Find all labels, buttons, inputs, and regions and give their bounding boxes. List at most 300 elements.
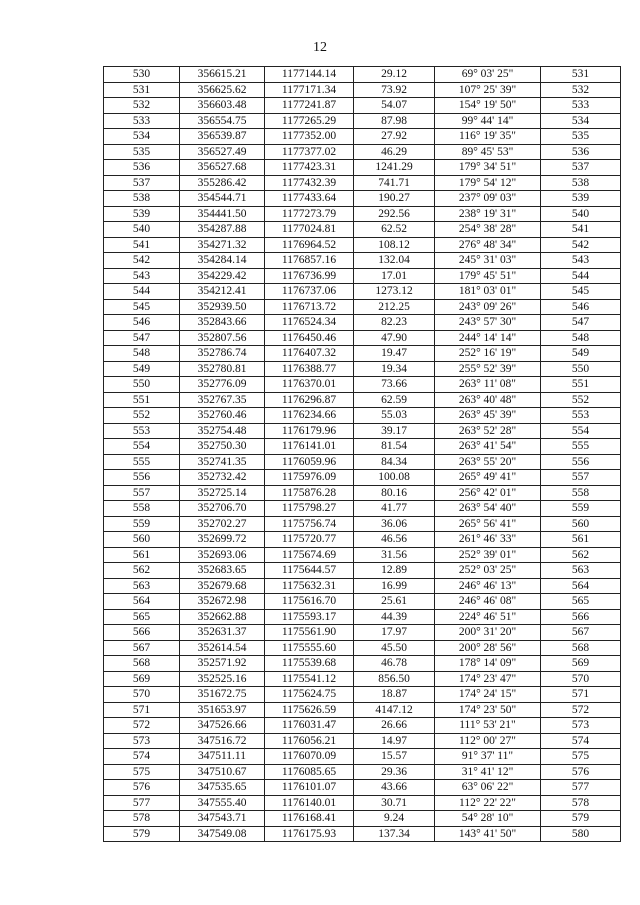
distance-cell: 62.52 bbox=[354, 222, 435, 238]
y-coordinate-cell: 1177433.64 bbox=[265, 191, 354, 207]
table-row bbox=[104, 206, 621, 222]
point-from-cell: 561 bbox=[104, 547, 180, 563]
table-row bbox=[104, 532, 621, 548]
y-coordinate-cell: 1176713.72 bbox=[265, 299, 354, 315]
distance-cell: 1241.29 bbox=[354, 160, 435, 176]
x-coordinate-cell: 352699.72 bbox=[180, 532, 265, 548]
table-row bbox=[104, 268, 621, 284]
direction-angle-cell: 54° 28' 10" bbox=[435, 811, 541, 827]
distance-cell: 17.01 bbox=[354, 268, 435, 284]
distance-cell: 84.34 bbox=[354, 454, 435, 470]
point-to-cell: 538 bbox=[541, 175, 621, 191]
distance-cell: 292.56 bbox=[354, 206, 435, 222]
x-coordinate-cell: 356554.75 bbox=[180, 113, 265, 129]
point-from-cell: 530 bbox=[104, 67, 180, 83]
table-row bbox=[104, 656, 621, 672]
table-row bbox=[104, 470, 621, 486]
y-coordinate-cell: 1175616.70 bbox=[265, 594, 354, 610]
y-coordinate-cell: 1176370.01 bbox=[265, 377, 354, 393]
x-coordinate-cell: 351653.97 bbox=[180, 702, 265, 718]
distance-cell: 15.57 bbox=[354, 749, 435, 765]
y-coordinate-cell: 1177423.31 bbox=[265, 160, 354, 176]
table-row bbox=[104, 439, 621, 455]
x-coordinate-cell: 352732.42 bbox=[180, 470, 265, 486]
point-from-cell: 547 bbox=[104, 330, 180, 346]
distance-cell: 1273.12 bbox=[354, 284, 435, 300]
point-from-cell: 566 bbox=[104, 625, 180, 641]
y-coordinate-cell: 1176031.47 bbox=[265, 718, 354, 734]
x-coordinate-cell: 352767.35 bbox=[180, 392, 265, 408]
point-to-cell: 543 bbox=[541, 253, 621, 269]
point-to-cell: 569 bbox=[541, 656, 621, 672]
direction-angle-cell: 174° 23' 47" bbox=[435, 671, 541, 687]
table-row bbox=[104, 594, 621, 610]
direction-angle-cell: 246° 46' 13" bbox=[435, 578, 541, 594]
y-coordinate-cell: 1175561.90 bbox=[265, 625, 354, 641]
x-coordinate-cell: 355286.42 bbox=[180, 175, 265, 191]
table-row bbox=[104, 795, 621, 811]
point-from-cell: 573 bbox=[104, 733, 180, 749]
table-row bbox=[104, 299, 621, 315]
distance-cell: 27.92 bbox=[354, 129, 435, 145]
distance-cell: 856.50 bbox=[354, 671, 435, 687]
y-coordinate-cell: 1175539.68 bbox=[265, 656, 354, 672]
point-to-cell: 574 bbox=[541, 733, 621, 749]
point-from-cell: 540 bbox=[104, 222, 180, 238]
point-to-cell: 576 bbox=[541, 764, 621, 780]
x-coordinate-cell: 352571.92 bbox=[180, 656, 265, 672]
table-row bbox=[104, 547, 621, 563]
point-from-cell: 543 bbox=[104, 268, 180, 284]
x-coordinate-cell: 347526.66 bbox=[180, 718, 265, 734]
table-row bbox=[104, 687, 621, 703]
table-row bbox=[104, 423, 621, 439]
y-coordinate-cell: 1175720.77 bbox=[265, 532, 354, 548]
distance-cell: 212.25 bbox=[354, 299, 435, 315]
point-to-cell: 545 bbox=[541, 284, 621, 300]
direction-angle-cell: 238° 19' 31" bbox=[435, 206, 541, 222]
y-coordinate-cell: 1175593.17 bbox=[265, 609, 354, 625]
distance-cell: 108.12 bbox=[354, 237, 435, 253]
point-from-cell: 577 bbox=[104, 795, 180, 811]
y-coordinate-cell: 1175644.57 bbox=[265, 563, 354, 579]
table-row bbox=[104, 222, 621, 238]
direction-angle-cell: 263° 45' 39" bbox=[435, 408, 541, 424]
point-from-cell: 545 bbox=[104, 299, 180, 315]
point-to-cell: 567 bbox=[541, 625, 621, 641]
y-coordinate-cell: 1176059.96 bbox=[265, 454, 354, 470]
y-coordinate-cell: 1175626.59 bbox=[265, 702, 354, 718]
point-from-cell: 549 bbox=[104, 361, 180, 377]
direction-angle-cell: 265° 56' 41" bbox=[435, 516, 541, 532]
direction-angle-cell: 174° 23' 50" bbox=[435, 702, 541, 718]
direction-angle-cell: 256° 42' 01" bbox=[435, 485, 541, 501]
direction-angle-cell: 99° 44' 14" bbox=[435, 113, 541, 129]
direction-angle-cell: 261° 46' 33" bbox=[435, 532, 541, 548]
table-row bbox=[104, 144, 621, 160]
point-from-cell: 574 bbox=[104, 749, 180, 765]
direction-angle-cell: 200° 31' 20" bbox=[435, 625, 541, 641]
x-coordinate-cell: 352807.56 bbox=[180, 330, 265, 346]
point-from-cell: 567 bbox=[104, 640, 180, 656]
table-row bbox=[104, 377, 621, 393]
point-to-cell: 547 bbox=[541, 315, 621, 331]
distance-cell: 73.66 bbox=[354, 377, 435, 393]
point-to-cell: 542 bbox=[541, 237, 621, 253]
point-from-cell: 555 bbox=[104, 454, 180, 470]
table-row bbox=[104, 346, 621, 362]
direction-angle-cell: 69° 03' 25" bbox=[435, 67, 541, 83]
point-to-cell: 580 bbox=[541, 826, 621, 842]
point-from-cell: 544 bbox=[104, 284, 180, 300]
point-from-cell: 571 bbox=[104, 702, 180, 718]
point-to-cell: 536 bbox=[541, 144, 621, 160]
point-to-cell: 557 bbox=[541, 470, 621, 486]
distance-cell: 87.98 bbox=[354, 113, 435, 129]
distance-cell: 46.56 bbox=[354, 532, 435, 548]
y-coordinate-cell: 1175541.12 bbox=[265, 671, 354, 687]
distance-cell: 16.99 bbox=[354, 578, 435, 594]
table-row bbox=[104, 113, 621, 129]
point-from-cell: 570 bbox=[104, 687, 180, 703]
point-from-cell: 537 bbox=[104, 175, 180, 191]
table-row bbox=[104, 764, 621, 780]
x-coordinate-cell: 347510.67 bbox=[180, 764, 265, 780]
point-from-cell: 541 bbox=[104, 237, 180, 253]
point-from-cell: 550 bbox=[104, 377, 180, 393]
direction-angle-cell: 252° 03' 25" bbox=[435, 563, 541, 579]
y-coordinate-cell: 1175876.28 bbox=[265, 485, 354, 501]
table-row bbox=[104, 392, 621, 408]
point-to-cell: 535 bbox=[541, 129, 621, 145]
direction-angle-cell: 200° 28' 56" bbox=[435, 640, 541, 656]
direction-angle-cell: 179° 45' 51" bbox=[435, 268, 541, 284]
point-from-cell: 556 bbox=[104, 470, 180, 486]
point-to-cell: 568 bbox=[541, 640, 621, 656]
distance-cell: 30.71 bbox=[354, 795, 435, 811]
direction-angle-cell: 63° 06' 22" bbox=[435, 780, 541, 796]
point-from-cell: 558 bbox=[104, 501, 180, 517]
direction-angle-cell: 107° 25' 39" bbox=[435, 82, 541, 98]
direction-angle-cell: 178° 14' 09" bbox=[435, 656, 541, 672]
direction-angle-cell: 179° 34' 51" bbox=[435, 160, 541, 176]
y-coordinate-cell: 1177273.79 bbox=[265, 206, 354, 222]
coordinates-table-body bbox=[104, 67, 621, 842]
y-coordinate-cell: 1175976.09 bbox=[265, 470, 354, 486]
point-to-cell: 558 bbox=[541, 485, 621, 501]
y-coordinate-cell: 1177024.81 bbox=[265, 222, 354, 238]
x-coordinate-cell: 356527.49 bbox=[180, 144, 265, 160]
point-from-cell: 532 bbox=[104, 98, 180, 114]
y-coordinate-cell: 1175674.69 bbox=[265, 547, 354, 563]
x-coordinate-cell: 356625.62 bbox=[180, 82, 265, 98]
y-coordinate-cell: 1176085.65 bbox=[265, 764, 354, 780]
direction-angle-cell: 237° 09' 03" bbox=[435, 191, 541, 207]
y-coordinate-cell: 1176140.01 bbox=[265, 795, 354, 811]
x-coordinate-cell: 352679.68 bbox=[180, 578, 265, 594]
point-from-cell: 575 bbox=[104, 764, 180, 780]
point-to-cell: 552 bbox=[541, 392, 621, 408]
point-from-cell: 572 bbox=[104, 718, 180, 734]
x-coordinate-cell: 347555.40 bbox=[180, 795, 265, 811]
point-to-cell: 565 bbox=[541, 594, 621, 610]
direction-angle-cell: 112° 22' 22" bbox=[435, 795, 541, 811]
table-row bbox=[104, 253, 621, 269]
distance-cell: 62.59 bbox=[354, 392, 435, 408]
distance-cell: 45.50 bbox=[354, 640, 435, 656]
direction-angle-cell: 246° 46' 08" bbox=[435, 594, 541, 610]
distance-cell: 31.56 bbox=[354, 547, 435, 563]
direction-angle-cell: 252° 39' 01" bbox=[435, 547, 541, 563]
x-coordinate-cell: 354284.14 bbox=[180, 253, 265, 269]
point-to-cell: 531 bbox=[541, 67, 621, 83]
distance-cell: 46.78 bbox=[354, 656, 435, 672]
point-to-cell: 546 bbox=[541, 299, 621, 315]
table-row bbox=[104, 640, 621, 656]
page-number: 12 bbox=[313, 40, 327, 55]
point-from-cell: 578 bbox=[104, 811, 180, 827]
point-to-cell: 572 bbox=[541, 702, 621, 718]
x-coordinate-cell: 352683.65 bbox=[180, 563, 265, 579]
point-from-cell: 565 bbox=[104, 609, 180, 625]
table-row bbox=[104, 780, 621, 796]
x-coordinate-cell: 352525.16 bbox=[180, 671, 265, 687]
y-coordinate-cell: 1176964.52 bbox=[265, 237, 354, 253]
y-coordinate-cell: 1177377.02 bbox=[265, 144, 354, 160]
point-to-cell: 550 bbox=[541, 361, 621, 377]
x-coordinate-cell: 347516.72 bbox=[180, 733, 265, 749]
point-to-cell: 559 bbox=[541, 501, 621, 517]
x-coordinate-cell: 352843.66 bbox=[180, 315, 265, 331]
distance-cell: 73.92 bbox=[354, 82, 435, 98]
point-from-cell: 533 bbox=[104, 113, 180, 129]
x-coordinate-cell: 356615.21 bbox=[180, 67, 265, 83]
point-from-cell: 546 bbox=[104, 315, 180, 331]
y-coordinate-cell: 1175624.75 bbox=[265, 687, 354, 703]
y-coordinate-cell: 1177265.29 bbox=[265, 113, 354, 129]
distance-cell: 17.97 bbox=[354, 625, 435, 641]
direction-angle-cell: 179° 54' 12" bbox=[435, 175, 541, 191]
point-to-cell: 556 bbox=[541, 454, 621, 470]
direction-angle-cell: 245° 31' 03" bbox=[435, 253, 541, 269]
table-row bbox=[104, 671, 621, 687]
table-row bbox=[104, 160, 621, 176]
x-coordinate-cell: 352614.54 bbox=[180, 640, 265, 656]
table-row bbox=[104, 578, 621, 594]
x-coordinate-cell: 352780.81 bbox=[180, 361, 265, 377]
y-coordinate-cell: 1177432.39 bbox=[265, 175, 354, 191]
table-row bbox=[104, 702, 621, 718]
x-coordinate-cell: 352662.88 bbox=[180, 609, 265, 625]
point-from-cell: 536 bbox=[104, 160, 180, 176]
table-row bbox=[104, 811, 621, 827]
y-coordinate-cell: 1176168.41 bbox=[265, 811, 354, 827]
distance-cell: 132.04 bbox=[354, 253, 435, 269]
point-to-cell: 573 bbox=[541, 718, 621, 734]
direction-angle-cell: 263° 54' 40" bbox=[435, 501, 541, 517]
point-from-cell: 534 bbox=[104, 129, 180, 145]
point-to-cell: 575 bbox=[541, 749, 621, 765]
point-to-cell: 560 bbox=[541, 516, 621, 532]
x-coordinate-cell: 347535.65 bbox=[180, 780, 265, 796]
direction-angle-cell: 174° 24' 15" bbox=[435, 687, 541, 703]
distance-cell: 39.17 bbox=[354, 423, 435, 439]
table-row bbox=[104, 454, 621, 470]
distance-cell: 19.47 bbox=[354, 346, 435, 362]
y-coordinate-cell: 1176179.96 bbox=[265, 423, 354, 439]
x-coordinate-cell: 347511.11 bbox=[180, 749, 265, 765]
point-from-cell: 579 bbox=[104, 826, 180, 842]
table-row bbox=[104, 191, 621, 207]
point-from-cell: 539 bbox=[104, 206, 180, 222]
point-to-cell: 539 bbox=[541, 191, 621, 207]
point-to-cell: 555 bbox=[541, 439, 621, 455]
distance-cell: 29.12 bbox=[354, 67, 435, 83]
distance-cell: 36.06 bbox=[354, 516, 435, 532]
y-coordinate-cell: 1176524.34 bbox=[265, 315, 354, 331]
x-coordinate-cell: 352725.14 bbox=[180, 485, 265, 501]
direction-angle-cell: 263° 55' 20" bbox=[435, 454, 541, 470]
point-to-cell: 544 bbox=[541, 268, 621, 284]
point-from-cell: 551 bbox=[104, 392, 180, 408]
distance-cell: 12.89 bbox=[354, 563, 435, 579]
y-coordinate-cell: 1175632.31 bbox=[265, 578, 354, 594]
point-from-cell: 548 bbox=[104, 346, 180, 362]
point-from-cell: 554 bbox=[104, 439, 180, 455]
direction-angle-cell: 143° 41' 50" bbox=[435, 826, 541, 842]
table-row bbox=[104, 175, 621, 191]
x-coordinate-cell: 354229.42 bbox=[180, 268, 265, 284]
point-from-cell: 562 bbox=[104, 563, 180, 579]
point-to-cell: 571 bbox=[541, 687, 621, 703]
point-to-cell: 554 bbox=[541, 423, 621, 439]
direction-angle-cell: 276° 48' 34" bbox=[435, 237, 541, 253]
direction-angle-cell: 116° 19' 35" bbox=[435, 129, 541, 145]
direction-angle-cell: 111° 53' 21" bbox=[435, 718, 541, 734]
point-from-cell: 569 bbox=[104, 671, 180, 687]
point-from-cell: 563 bbox=[104, 578, 180, 594]
x-coordinate-cell: 352741.35 bbox=[180, 454, 265, 470]
distance-cell: 190.27 bbox=[354, 191, 435, 207]
distance-cell: 14.97 bbox=[354, 733, 435, 749]
direction-angle-cell: 252° 16' 19" bbox=[435, 346, 541, 362]
point-from-cell: 568 bbox=[104, 656, 180, 672]
direction-angle-cell: 255° 52' 39" bbox=[435, 361, 541, 377]
y-coordinate-cell: 1176070.09 bbox=[265, 749, 354, 765]
point-to-cell: 541 bbox=[541, 222, 621, 238]
y-coordinate-cell: 1177171.34 bbox=[265, 82, 354, 98]
distance-cell: 137.34 bbox=[354, 826, 435, 842]
table-row bbox=[104, 129, 621, 145]
table-row bbox=[104, 98, 621, 114]
direction-angle-cell: 89° 45' 53" bbox=[435, 144, 541, 160]
table-row bbox=[104, 563, 621, 579]
y-coordinate-cell: 1177144.14 bbox=[265, 67, 354, 83]
point-to-cell: 548 bbox=[541, 330, 621, 346]
point-to-cell: 570 bbox=[541, 671, 621, 687]
y-coordinate-cell: 1176388.77 bbox=[265, 361, 354, 377]
point-from-cell: 553 bbox=[104, 423, 180, 439]
point-to-cell: 540 bbox=[541, 206, 621, 222]
point-to-cell: 532 bbox=[541, 82, 621, 98]
direction-angle-cell: 244° 14' 14" bbox=[435, 330, 541, 346]
distance-cell: 741.71 bbox=[354, 175, 435, 191]
direction-angle-cell: 265° 49' 41" bbox=[435, 470, 541, 486]
distance-cell: 19.34 bbox=[354, 361, 435, 377]
direction-angle-cell: 224° 46' 51" bbox=[435, 609, 541, 625]
point-from-cell: 557 bbox=[104, 485, 180, 501]
x-coordinate-cell: 352750.30 bbox=[180, 439, 265, 455]
x-coordinate-cell: 354287.88 bbox=[180, 222, 265, 238]
point-to-cell: 561 bbox=[541, 532, 621, 548]
direction-angle-cell: 263° 52' 28" bbox=[435, 423, 541, 439]
distance-cell: 82.23 bbox=[354, 315, 435, 331]
x-coordinate-cell: 347549.08 bbox=[180, 826, 265, 842]
point-to-cell: 563 bbox=[541, 563, 621, 579]
y-coordinate-cell: 1176736.99 bbox=[265, 268, 354, 284]
y-coordinate-cell: 1175555.60 bbox=[265, 640, 354, 656]
direction-angle-cell: 112° 00' 27" bbox=[435, 733, 541, 749]
direction-angle-cell: 154° 19' 50" bbox=[435, 98, 541, 114]
direction-angle-cell: 263° 41' 54" bbox=[435, 439, 541, 455]
distance-cell: 9.24 bbox=[354, 811, 435, 827]
x-coordinate-cell: 352702.27 bbox=[180, 516, 265, 532]
distance-cell: 80.16 bbox=[354, 485, 435, 501]
direction-angle-cell: 254° 38' 28" bbox=[435, 222, 541, 238]
x-coordinate-cell: 352693.06 bbox=[180, 547, 265, 563]
x-coordinate-cell: 347543.71 bbox=[180, 811, 265, 827]
x-coordinate-cell: 354544.71 bbox=[180, 191, 265, 207]
distance-cell: 55.03 bbox=[354, 408, 435, 424]
point-to-cell: 551 bbox=[541, 377, 621, 393]
y-coordinate-cell: 1175756.74 bbox=[265, 516, 354, 532]
table-row bbox=[104, 82, 621, 98]
y-coordinate-cell: 1175798.27 bbox=[265, 501, 354, 517]
distance-cell: 41.77 bbox=[354, 501, 435, 517]
x-coordinate-cell: 356603.48 bbox=[180, 98, 265, 114]
table-row bbox=[104, 826, 621, 842]
distance-cell: 81.54 bbox=[354, 439, 435, 455]
x-coordinate-cell: 356539.87 bbox=[180, 129, 265, 145]
table-row bbox=[104, 733, 621, 749]
distance-cell: 25.61 bbox=[354, 594, 435, 610]
distance-cell: 100.08 bbox=[354, 470, 435, 486]
x-coordinate-cell: 352706.70 bbox=[180, 501, 265, 517]
point-from-cell: 560 bbox=[104, 532, 180, 548]
distance-cell: 46.29 bbox=[354, 144, 435, 160]
point-from-cell: 576 bbox=[104, 780, 180, 796]
x-coordinate-cell: 354441.50 bbox=[180, 206, 265, 222]
direction-angle-cell: 263° 40' 48" bbox=[435, 392, 541, 408]
table-row bbox=[104, 516, 621, 532]
y-coordinate-cell: 1176737.06 bbox=[265, 284, 354, 300]
point-from-cell: 552 bbox=[104, 408, 180, 424]
point-to-cell: 533 bbox=[541, 98, 621, 114]
y-coordinate-cell: 1176450.46 bbox=[265, 330, 354, 346]
point-to-cell: 579 bbox=[541, 811, 621, 827]
point-from-cell: 538 bbox=[104, 191, 180, 207]
y-coordinate-cell: 1176857.16 bbox=[265, 253, 354, 269]
direction-angle-cell: 263° 11' 08" bbox=[435, 377, 541, 393]
y-coordinate-cell: 1176175.93 bbox=[265, 826, 354, 842]
table-row bbox=[104, 315, 621, 331]
point-to-cell: 562 bbox=[541, 547, 621, 563]
table-row bbox=[104, 609, 621, 625]
direction-angle-cell: 31° 41' 12" bbox=[435, 764, 541, 780]
y-coordinate-cell: 1176234.66 bbox=[265, 408, 354, 424]
table-row bbox=[104, 67, 621, 83]
distance-cell: 44.39 bbox=[354, 609, 435, 625]
